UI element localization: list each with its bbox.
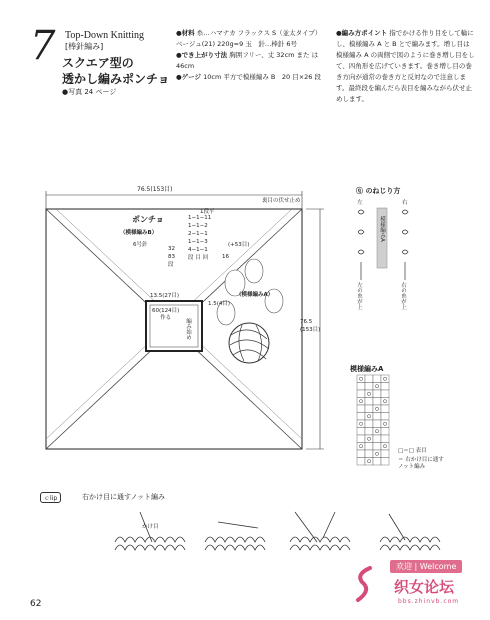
- increase-footer: 段 目 回: [188, 255, 208, 261]
- knot-step-2: [205, 522, 265, 550]
- chart-cell: [381, 390, 389, 398]
- pattern-a-label: （模様編みA）: [236, 292, 274, 298]
- increase-row: 1−1−2: [188, 223, 208, 229]
- chart-cell: [357, 428, 365, 436]
- points-block: [336, 28, 476, 105]
- clip-icon: ｃlip: [40, 492, 61, 503]
- chart-cell: [373, 443, 381, 451]
- twist-left-note: 左の糸が上: [356, 282, 362, 310]
- chart-cell: [373, 420, 381, 428]
- knot-step-3: [290, 512, 350, 550]
- chart-cell: [373, 458, 381, 466]
- chart-cell: [381, 405, 389, 413]
- pattern-chart-grid: [356, 374, 390, 466]
- chart-cell: [357, 390, 365, 398]
- forum-url[interactable]: bbs.zhinvb.com: [398, 598, 460, 605]
- yarn-ball-icon: [229, 323, 269, 363]
- chart-cell: [373, 413, 381, 421]
- title-line-2: 透かし編みポンチョ: [62, 72, 170, 86]
- size-text: 胸囲フリー、丈 32cm また は 46cm: [176, 51, 319, 70]
- bind-off-label: 裏目の伏せ止め: [262, 198, 301, 204]
- increase-row: 4−1−1: [188, 247, 208, 253]
- chart-cell: [357, 420, 365, 428]
- chart-cell: [373, 390, 381, 398]
- increase-16: 16: [222, 254, 229, 260]
- points-text: 指でかける作り目をして輪にし、模様編み A と B とで編みます。増し目は模様編み A の両側で図のように巻き増し目をして、四角形を広げていきます。巻き増し目の巻き方向が通常の巻き方と反対なので注意します。最終段を編んだら表目を編みながら伏せ止めします。: [336, 29, 475, 103]
- increase-row: 1−1−3: [188, 239, 208, 245]
- chart-cell: [373, 398, 381, 406]
- twist-title: ⓠ のねじり方: [356, 187, 401, 195]
- chart-cell: [373, 383, 381, 391]
- chart-cell: [365, 428, 373, 436]
- chart-cell: [357, 413, 365, 421]
- twist-pattern-a-label: 模様編みA: [379, 216, 385, 242]
- size-label: ●でき上がり寸法: [176, 51, 228, 59]
- increase-row: 1−1−11: [188, 215, 212, 221]
- specs-block: [176, 28, 326, 83]
- knot-steps-illustration: [110, 508, 460, 558]
- subtitle-english: Top-Down Knitting: [65, 30, 145, 41]
- chart-cell: [365, 383, 373, 391]
- chart-cell: [365, 443, 373, 451]
- chart-cell: [381, 420, 389, 428]
- chart-title: 模様編みA: [350, 365, 384, 373]
- height-label: 76.5 (153目): [300, 319, 321, 333]
- title-line-1: スクエア型の: [62, 56, 134, 70]
- knot-callout: かけ目: [142, 524, 159, 530]
- chart-cell: [365, 420, 373, 428]
- start-label: 編み始め: [185, 318, 191, 340]
- left-small-label: 13.5(27目): [150, 293, 180, 299]
- chart-cell: [357, 435, 365, 443]
- chart-cell: [357, 405, 365, 413]
- chart-cell: [365, 435, 373, 443]
- increase-total: (+53目): [228, 242, 250, 248]
- width-label: 76.5(153目): [137, 186, 173, 193]
- materials-text: 糸…ハマナカ フラックス S（並太タイプ）ベージュ(21) 220g=9 玉 針…棒針 6号: [176, 29, 322, 48]
- pattern-b-label: （模様編みB）: [120, 230, 158, 236]
- chart-cell: [357, 458, 365, 466]
- chart-cell: [373, 405, 381, 413]
- photo-reference: ●写真 24 ページ: [62, 88, 117, 96]
- subtitle-japanese: [棒針編み]: [65, 42, 104, 51]
- chart-cell: [365, 398, 373, 406]
- chart-cell: [357, 443, 365, 451]
- twist-symbol-icon: ⓠ: [356, 187, 363, 195]
- knot-step-1: [115, 512, 185, 550]
- chart-legend-knit: □＝□ 表目: [398, 448, 427, 454]
- chart-cell: [365, 405, 373, 413]
- poncho-label: ポンチョ: [132, 215, 164, 224]
- chart-cell: [381, 443, 389, 451]
- chart-cell: [365, 375, 373, 383]
- increase-table: [188, 214, 211, 262]
- twist-left-label: 左: [357, 200, 363, 206]
- welcome-badge[interactable]: 欢迎 | Welcome: [390, 560, 462, 573]
- points-label: ●編み方ポイント: [336, 29, 388, 37]
- chart-cell: [381, 428, 389, 436]
- chart-cell: [357, 383, 365, 391]
- chart-cell: [381, 383, 389, 391]
- chart-cell: [373, 435, 381, 443]
- small-dim-label: 1.5(4目): [208, 301, 231, 307]
- increase-header: 1段平: [200, 209, 215, 215]
- page-number: 62: [30, 599, 42, 609]
- chart-cell: [381, 458, 389, 466]
- chart-cell: [357, 398, 365, 406]
- knot-title: 右かけ目に通すノット編み: [82, 493, 165, 501]
- section-number: 7: [30, 23, 56, 69]
- gauge-text: 10cm 平方で模様編み B 20 目×26 段: [203, 73, 322, 81]
- gauge-label: ●ゲージ: [176, 73, 202, 81]
- forum-logo-icon: [352, 566, 378, 604]
- chart-cell: [381, 375, 389, 383]
- chart-cell: [373, 375, 381, 383]
- chart-cell: [357, 450, 365, 458]
- chart-cell: [381, 413, 389, 421]
- center-label: 60(124目) 作る: [152, 308, 180, 321]
- chart-cell: [365, 413, 373, 421]
- knot-step-4: [380, 514, 440, 550]
- side-rows-label: 32 83 段: [168, 246, 175, 268]
- chart-cell: [381, 398, 389, 406]
- forum-name[interactable]: 织女论坛: [394, 578, 455, 596]
- needle-label: 6号針: [133, 242, 148, 248]
- chart-cell: [365, 458, 373, 466]
- chart-cell: [373, 450, 381, 458]
- chart-legend-knot: ＝ 右かけ目に通す ノット編み: [398, 457, 444, 470]
- increase-row: 2−1−1: [188, 231, 208, 237]
- twist-right-label: 右: [402, 200, 408, 206]
- chart-cell: [365, 450, 373, 458]
- chart-cell: [381, 450, 389, 458]
- chart-cell: [365, 390, 373, 398]
- chart-cell: [373, 428, 381, 436]
- chart-cell: [357, 375, 365, 383]
- twist-right-note: 右の糸が上: [400, 282, 406, 310]
- materials-label: ●材料: [176, 29, 195, 37]
- chart-cell: [381, 435, 389, 443]
